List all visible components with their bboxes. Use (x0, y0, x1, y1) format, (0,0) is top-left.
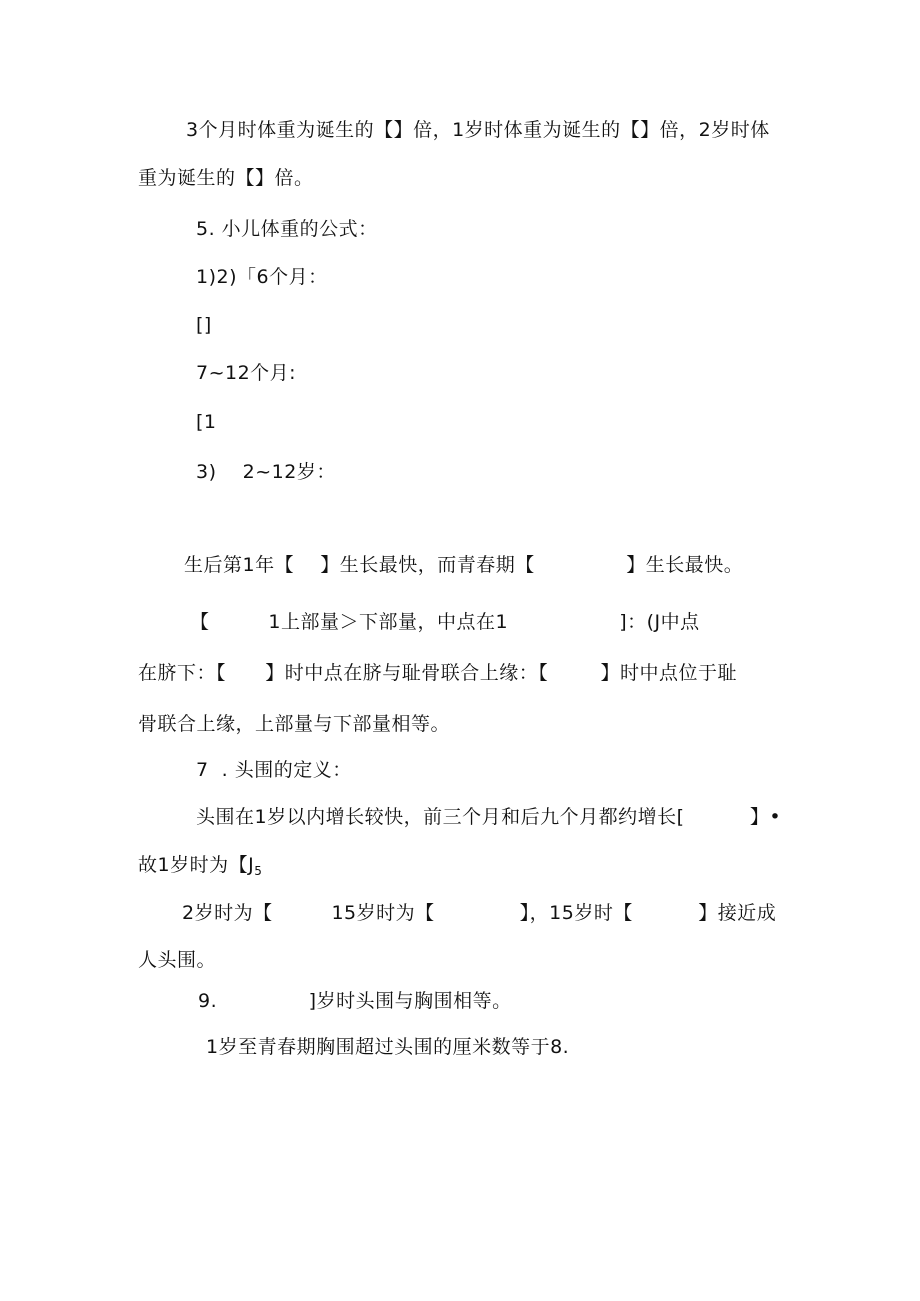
text-line-4: 1)2)「6个月： (196, 266, 328, 288)
text-line-2: 重为诞生的【】倍。 (138, 167, 314, 189)
text-line-16: 2岁时为【 15岁时为【 】，15岁时【 】接近成 (182, 902, 777, 924)
text-line-11: 在脐下：【 】时中点在脐与耻骨联合上缘：【 】时中点位于耻 (138, 662, 738, 684)
text-line-18: 9. ]岁时头围与胸围相等。 (198, 990, 512, 1012)
text-line-12: 骨联合上缘，上部量与下部量相等。 (138, 713, 451, 735)
text-line-6: 7~12个月: (196, 362, 297, 384)
text-line-15-main: 故1岁时为【J (138, 854, 255, 876)
text-line-8: 3) 2~12岁： (196, 461, 336, 483)
text-line-14: 头围在1岁以内增长较快，前三个月和后九个月都约增长[ 】• (196, 806, 782, 828)
text-line-9: 生后第1年【 】生长最快，而青春期【 】生长最快。 (184, 554, 744, 576)
text-line-5: [] (196, 314, 212, 336)
subscript-5: 5 (254, 864, 263, 878)
text-line-19: 1岁至青春期胸围超过头围的厘米数等于8. (206, 1036, 570, 1058)
text-line-3: 5. 小儿体重的公式： (196, 218, 378, 240)
text-line-1: 3个月时体重为诞生的【】倍，1岁时体重为诞生的【】倍，2岁时体 (186, 119, 770, 141)
text-line-13: 7 . 头围的定义： (196, 759, 352, 781)
text-line-15 (138, 853, 262, 883)
text-line-10: 【 1上部量＞下部量，中点在1 ]：(J中点 (190, 611, 700, 633)
text-line-7: [1 (196, 411, 217, 433)
text-line-17: 人头围。 (138, 949, 217, 971)
